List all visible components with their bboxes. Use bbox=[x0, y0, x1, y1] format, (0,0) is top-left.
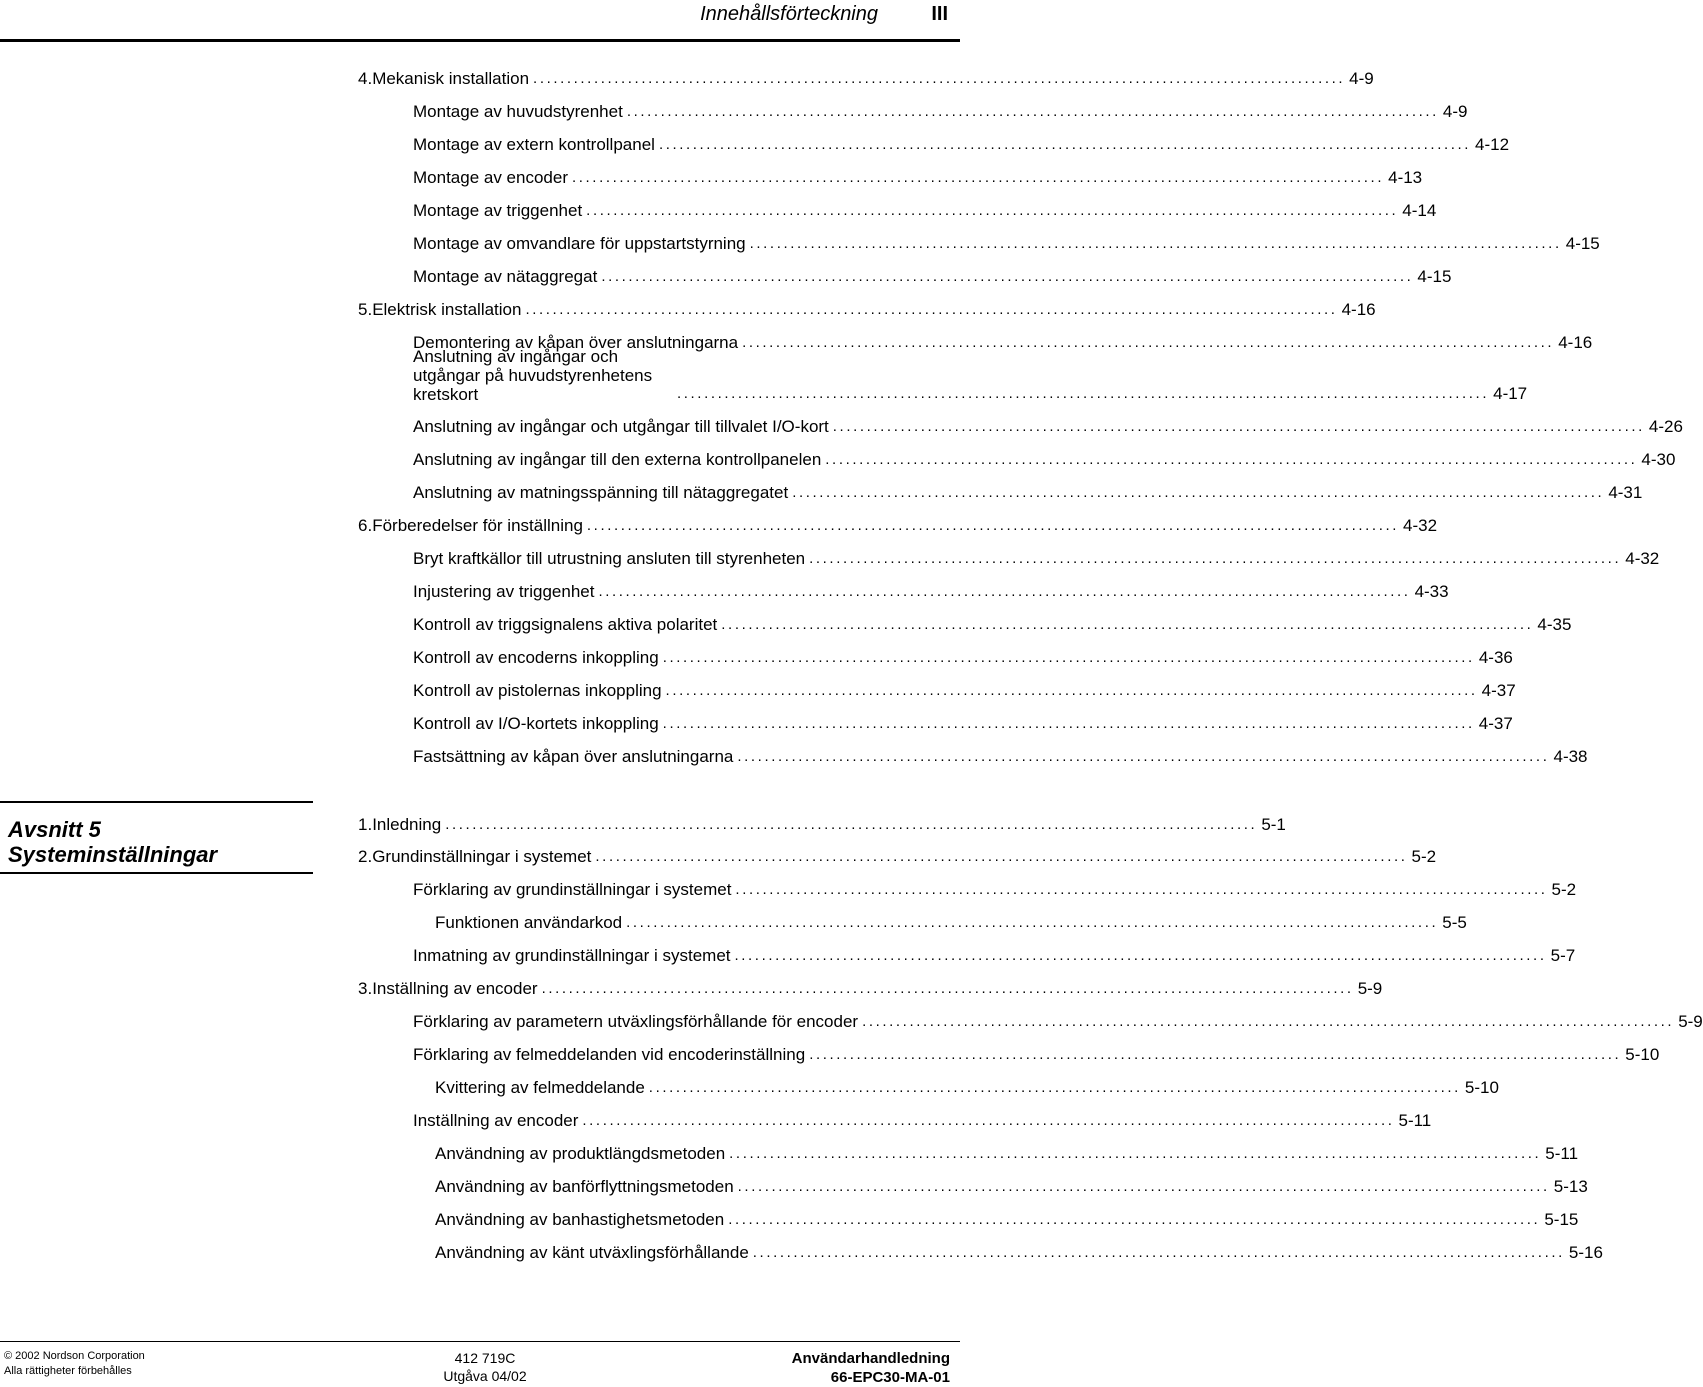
toc-entry-title: Inställning av encoder bbox=[413, 1111, 579, 1130]
toc-dot-leader: ........................................................................................................................ bbox=[598, 583, 1411, 600]
toc-dot-leader: ........................................................................................................................ bbox=[734, 947, 1547, 964]
toc-entry-title: Användning av banförflyttningsmetoden bbox=[435, 1177, 734, 1196]
footer-copyright: © 2002 Nordson Corporation bbox=[4, 1350, 145, 1362]
toc-entry bbox=[435, 1144, 1579, 1164]
toc-entry-title: Kontroll av pistolernas inkoppling bbox=[413, 681, 662, 700]
toc-entry-page: 5-1 bbox=[1261, 815, 1286, 834]
toc-dot-leader: ........................................................................................................................ bbox=[626, 914, 1439, 931]
section-heading bbox=[8, 817, 217, 867]
toc-entry-page: 5-15 bbox=[1544, 1210, 1579, 1229]
toc-dot-leader: ........................................................................................................................ bbox=[735, 881, 1548, 898]
toc-entry-page: 4-32 bbox=[1403, 516, 1438, 535]
toc-dot-leader: ........................................................................................................................ bbox=[582, 1112, 1395, 1129]
toc-entry bbox=[413, 135, 1510, 155]
toc-entry-title: Injustering av triggenhet bbox=[413, 582, 595, 601]
toc-entry bbox=[413, 880, 1577, 900]
toc-entry-title: Demontering av kåpan över anslutningarna bbox=[413, 333, 739, 352]
toc-entry-title: Kontroll av I/O-kortets inkoppling bbox=[413, 714, 659, 733]
toc-entry-title: Montage av huvudstyrenhet bbox=[413, 102, 623, 121]
toc-entry-title: Inledning bbox=[372, 815, 442, 834]
toc-entry-page: 4-15 bbox=[1417, 267, 1452, 286]
toc-entry-page: 4-37 bbox=[1481, 681, 1516, 700]
footer-doc-number: 412 719C bbox=[454, 1350, 516, 1366]
toc-entry-number: 5. bbox=[358, 300, 373, 319]
toc-entry bbox=[435, 1177, 1588, 1197]
toc-entry-title: Inmatning av grundinställningar i systemet bbox=[413, 946, 731, 965]
toc-entry-page: 4-38 bbox=[1553, 747, 1588, 766]
toc-dot-leader: ........................................................................................................................ bbox=[749, 235, 1562, 252]
toc-entry-number: 1. bbox=[358, 815, 373, 834]
toc-dot-leader: ........................................................................................................................ bbox=[737, 748, 1550, 765]
toc-entry-title: Kvittering av felmeddelande bbox=[435, 1078, 645, 1097]
toc-entry-title: Användning av banhastighetsmetoden bbox=[435, 1210, 725, 1229]
toc-entry-number: 3. bbox=[358, 979, 373, 998]
toc-entry-title: Förklaring av felmeddelanden vid encoderinställning bbox=[413, 1045, 806, 1064]
toc-dot-leader: ........................................................................................................................ bbox=[541, 980, 1354, 997]
toc-entry bbox=[413, 347, 1528, 404]
toc-entry-number: 4. bbox=[358, 69, 373, 88]
toc-entry bbox=[413, 946, 1576, 966]
toc-entry bbox=[435, 1243, 1603, 1263]
toc-dot-leader: ........................................................................................................................ bbox=[825, 451, 1638, 468]
toc-entry-page: 4-12 bbox=[1475, 135, 1510, 154]
toc-entry-title: Montage av omvandlare för uppstartstyrning bbox=[413, 234, 746, 253]
toc-entry-page: 5-7 bbox=[1550, 946, 1576, 965]
toc-entry-page: 4-36 bbox=[1478, 648, 1513, 667]
toc-entry bbox=[413, 1045, 1660, 1065]
toc-entry-page: 4-9 bbox=[1442, 102, 1468, 121]
toc-entry-page: 4-14 bbox=[1402, 201, 1437, 220]
toc-entry-page: 4-33 bbox=[1414, 582, 1449, 601]
toc-entry-number: 6. bbox=[358, 516, 373, 535]
toc-entry-page: 4-16 bbox=[1341, 300, 1376, 319]
toc-entry-page: 5-11 bbox=[1545, 1144, 1579, 1163]
toc-entry-title: Anslutning av ingångar och utgångar på huvudstyrenhetens kretskort bbox=[413, 347, 653, 404]
toc-entry bbox=[413, 648, 1513, 668]
toc-entry bbox=[413, 201, 1437, 221]
toc-entry-title: Kontroll av triggsignalens aktiva polaritet bbox=[413, 615, 718, 634]
toc-dot-leader: ........................................................................................................................ bbox=[665, 682, 1478, 699]
toc-entry bbox=[413, 234, 1600, 254]
toc-dot-leader: ........................................................................................................................ bbox=[626, 103, 1439, 120]
toc-entry-title: Grundinställningar i systemet bbox=[372, 847, 592, 866]
toc-dot-leader: ........................................................................................................................ bbox=[572, 169, 1385, 186]
footer-issue: Utgåva 04/02 bbox=[443, 1368, 527, 1384]
toc-entry-title: Elektrisk installation bbox=[372, 300, 522, 319]
toc-dot-leader: ........................................................................................................................ bbox=[525, 301, 1338, 318]
footer-code: 66-EPC30-MA-01 bbox=[830, 1369, 950, 1386]
toc-entry bbox=[435, 1210, 1579, 1230]
toc-entry-page: 4-31 bbox=[1608, 483, 1643, 502]
toc-entry-page: 5-13 bbox=[1553, 1177, 1588, 1196]
toc-dot-leader: ........................................................................................................................ bbox=[752, 1244, 1565, 1261]
toc-entry-page: 4-16 bbox=[1558, 333, 1593, 352]
toc-entry-title: Användning av känt utväxlingsförhållande bbox=[435, 1243, 749, 1262]
toc-entry bbox=[413, 582, 1449, 602]
toc-entry bbox=[413, 747, 1588, 767]
toc-entry-title: Kontroll av encoderns inkoppling bbox=[413, 648, 659, 667]
toc-entry bbox=[413, 1111, 1432, 1131]
section-heading-line1: Avsnitt 5 bbox=[8, 817, 101, 842]
toc-dot-leader: ........................................................................................................................ bbox=[737, 1178, 1550, 1195]
toc-entry-page: 4-9 bbox=[1349, 69, 1374, 88]
toc-entry-page: 5-10 bbox=[1464, 1078, 1499, 1097]
footer-manual: Användarhandledning bbox=[791, 1350, 950, 1367]
toc-entry-title: Montage av encoder bbox=[413, 168, 568, 187]
toc-entry bbox=[358, 516, 1438, 536]
toc-entry bbox=[413, 267, 1452, 287]
toc-entry bbox=[413, 615, 1572, 635]
toc-dot-leader: ........................................................................................................................ bbox=[742, 334, 1555, 351]
toc-entry bbox=[413, 1012, 1703, 1032]
toc-entry-title: Anslutning av matningsspänning till nätaggregatet bbox=[413, 483, 789, 502]
toc-entry bbox=[358, 815, 1286, 835]
toc-entry bbox=[413, 483, 1643, 503]
toc-entry-title: Förberedelser för inställning bbox=[372, 516, 583, 535]
toc-entry bbox=[413, 102, 1468, 122]
toc-dot-leader: ........................................................................................................................ bbox=[729, 1145, 1542, 1162]
toc-entry bbox=[413, 168, 1423, 188]
toc-dot-leader: ........................................................................................................................ bbox=[677, 385, 1490, 402]
toc-entry-page: 5-10 bbox=[1625, 1045, 1660, 1064]
toc-entry-title: Fastsättning av kåpan över anslutningarna bbox=[413, 747, 734, 766]
toc-entry-page: 4-35 bbox=[1537, 615, 1572, 634]
running-header-title: Innehållsförteckning bbox=[700, 3, 878, 25]
toc-entry-title: Inställning av encoder bbox=[372, 979, 538, 998]
toc-entry bbox=[358, 69, 1374, 89]
section-rule-bottom bbox=[0, 872, 313, 874]
toc-entry-page: 5-9 bbox=[1357, 979, 1383, 998]
toc-dot-leader: ........................................................................................................................ bbox=[648, 1079, 1461, 1096]
toc-entry bbox=[358, 300, 1376, 320]
toc-entry-page: 5-9 bbox=[1678, 1012, 1703, 1031]
toc-dot-leader: ........................................................................................................................ bbox=[721, 616, 1534, 633]
footer-right bbox=[792, 1349, 950, 1387]
toc-dot-leader: ........................................................................................................................ bbox=[533, 70, 1346, 87]
toc-dot-leader: ........................................................................................................................ bbox=[862, 1013, 1675, 1030]
toc-entry-page: 4-30 bbox=[1641, 450, 1676, 469]
toc-entry-title: Bryt kraftkällor till utrustning ansluten till styrenheten bbox=[413, 549, 806, 568]
toc-entry-page: 5-16 bbox=[1568, 1243, 1603, 1262]
toc-entry-title: Anslutning av ingångar och utgångar till tillvalet I/O-kort bbox=[413, 417, 829, 436]
running-header-page: III bbox=[931, 3, 948, 25]
toc-entry-title: Användning av produktlängdsmetoden bbox=[435, 1144, 726, 1163]
toc-entry bbox=[358, 979, 1383, 999]
section-heading-line2: Systeminställningar bbox=[8, 842, 218, 867]
toc-dot-leader: ........................................................................................................................ bbox=[445, 816, 1258, 833]
toc-dot-leader: ........................................................................................................................ bbox=[595, 848, 1408, 865]
toc-entry bbox=[413, 714, 1513, 734]
toc-entry bbox=[358, 847, 1437, 867]
toc-entry bbox=[413, 549, 1660, 569]
section-rule-top bbox=[0, 801, 313, 803]
toc-entry-title: Funktionen användarkod bbox=[435, 913, 623, 932]
toc-entry-title: Anslutning av ingångar till den externa kontrollpanelen bbox=[413, 450, 822, 469]
toc-dot-leader: ........................................................................................................................ bbox=[662, 715, 1475, 732]
toc-entry-title: Montage av nätaggregat bbox=[413, 267, 598, 286]
toc-dot-leader: ........................................................................................................................ bbox=[586, 517, 1400, 534]
toc-entry bbox=[413, 417, 1683, 437]
toc-entry bbox=[413, 450, 1676, 470]
toc-dot-leader: ........................................................................................................................ bbox=[662, 649, 1475, 666]
toc-entry bbox=[435, 1078, 1499, 1098]
footer-rule bbox=[0, 1341, 960, 1342]
toc-entry-page: 4-26 bbox=[1648, 417, 1683, 436]
toc-entry-title: Förklaring av grundinställningar i systemet bbox=[413, 880, 732, 899]
footer-center bbox=[400, 1349, 570, 1385]
toc-dot-leader: ........................................................................................................................ bbox=[792, 484, 1605, 501]
toc-dot-leader: ........................................................................................................................ bbox=[832, 418, 1645, 435]
toc-entry-page: 5-11 bbox=[1398, 1111, 1432, 1130]
toc-entry bbox=[413, 681, 1516, 701]
toc-dot-leader: ........................................................................................................................ bbox=[601, 268, 1414, 285]
toc-entry-page: 4-15 bbox=[1565, 234, 1600, 253]
toc-dot-leader: ........................................................................................................................ bbox=[658, 136, 1472, 153]
toc-entry-number: 2. bbox=[358, 847, 373, 866]
toc-dot-leader: ........................................................................................................................ bbox=[728, 1211, 1541, 1228]
toc-dot-leader: ........................................................................................................................ bbox=[809, 550, 1622, 567]
toc-entry-title: Mekanisk installation bbox=[372, 69, 530, 88]
toc-entry-page: 5-5 bbox=[1442, 913, 1467, 932]
toc-entry-page: 5-2 bbox=[1551, 880, 1577, 899]
toc-entry-page: 4-37 bbox=[1478, 714, 1513, 733]
toc-entry-page: 4-17 bbox=[1493, 384, 1528, 403]
footer-left bbox=[4, 1349, 145, 1379]
header-rule bbox=[0, 39, 960, 42]
toc-dot-leader: ........................................................................................................................ bbox=[586, 202, 1399, 219]
toc-entry-title: Förklaring av parametern utväxlingsförhållande för encoder bbox=[413, 1012, 859, 1031]
toc-entry-page: 5-2 bbox=[1411, 847, 1437, 866]
toc-entry-page: 4-13 bbox=[1388, 168, 1423, 187]
footer-rights: Alla rättigheter förbehålles bbox=[4, 1365, 132, 1377]
toc-entry bbox=[435, 913, 1467, 933]
toc-dot-leader: ........................................................................................................................ bbox=[809, 1046, 1622, 1063]
toc-entry-title: Montage av triggenhet bbox=[413, 201, 583, 220]
toc-entry-title: Montage av extern kontrollpanel bbox=[413, 135, 655, 154]
toc-entry-page: 4-32 bbox=[1625, 549, 1660, 568]
